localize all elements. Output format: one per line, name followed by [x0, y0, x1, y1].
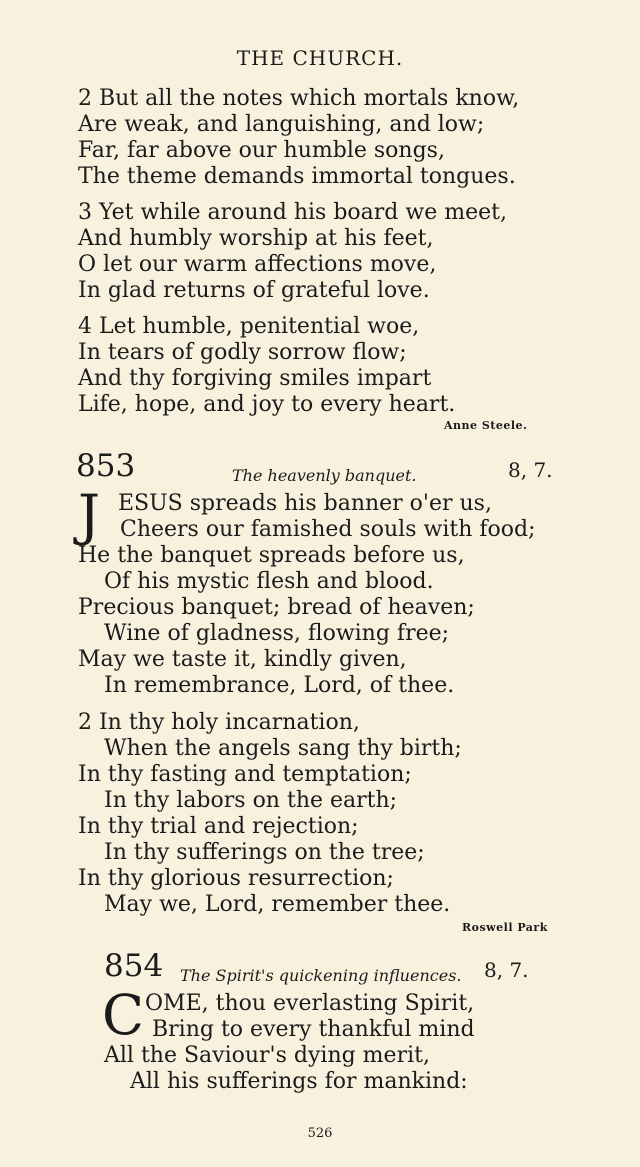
verse-line: Far, far above our humble songs,: [78, 138, 445, 163]
verse-line: In tears of godly sorrow flow;: [78, 340, 407, 365]
drop-cap: J: [78, 483, 101, 547]
running-header: THE CHURCH.: [236, 46, 404, 70]
verse-line: In glad returns of grateful love.: [78, 278, 430, 303]
verse-line: All the Saviour's dying merit,: [104, 1043, 430, 1068]
verse-line: Are weak, and languishing, and low;: [78, 112, 485, 137]
drop-cap: C: [102, 983, 145, 1047]
hymn-meter: 8, 7.: [484, 958, 529, 982]
verse-line: 3 Yet while around his board we meet,: [78, 200, 507, 225]
verse-line: OME, thou everlasting Spirit,: [145, 991, 475, 1016]
verse-line: And humbly worship at his feet,: [78, 226, 434, 251]
verse-line: Wine of gladness, flowing free;: [104, 621, 450, 646]
hymn-number: 854: [104, 948, 164, 984]
verse-line: All his sufferings for mankind:: [130, 1069, 468, 1094]
verse-line: In thy sufferings on the tree;: [104, 840, 425, 865]
verse-line: In thy fasting and temptation;: [78, 762, 412, 787]
verse-line: Cheers our famished souls with food;: [120, 517, 536, 542]
author-attribution: Anne Steele.: [444, 419, 528, 432]
verse-line: Life, hope, and joy to every heart.: [78, 392, 456, 417]
hymn-number: 853: [76, 448, 136, 484]
verse-line: May we taste it, kindly given,: [78, 647, 407, 672]
verse-line: Precious banquet; bread of heaven;: [78, 595, 475, 620]
verse-line: In thy trial and rejection;: [78, 814, 359, 839]
page-number: 526: [307, 1126, 333, 1141]
verse-line: 2 In thy holy incarnation,: [78, 710, 360, 735]
verse-line: O let our warm affections move,: [78, 252, 437, 277]
verse-line: 4 Let humble, penitential woe,: [78, 314, 420, 339]
hymn-meter: 8, 7.: [508, 458, 553, 482]
verse-line: And thy forgiving smiles impart: [78, 366, 432, 391]
verse-line: In thy labors on the earth;: [104, 788, 398, 813]
hymn-title: The Spirit's quickening influences.: [180, 966, 462, 985]
verse-line: Of his mystic flesh and blood.: [104, 569, 434, 594]
verse-line: In remembrance, Lord, of thee.: [104, 673, 455, 698]
verse-line: ESUS spreads his banner o'er us,: [118, 491, 492, 516]
verse-line: The theme demands immortal tongues.: [78, 164, 516, 189]
verse-line: He the banquet spreads before us,: [78, 543, 465, 568]
hymn-title: The heavenly banquet.: [232, 466, 417, 485]
verse-line: 2 But all the notes which mortals know,: [78, 86, 520, 111]
verse-line: Bring to every thankful mind: [152, 1017, 475, 1042]
author-attribution: Roswell Park: [462, 921, 548, 934]
verse-line: In thy glorious resurrection;: [78, 866, 394, 891]
verse-line: When the angels sang thy birth;: [104, 736, 462, 761]
verse-line: May we, Lord, remember thee.: [104, 892, 451, 917]
